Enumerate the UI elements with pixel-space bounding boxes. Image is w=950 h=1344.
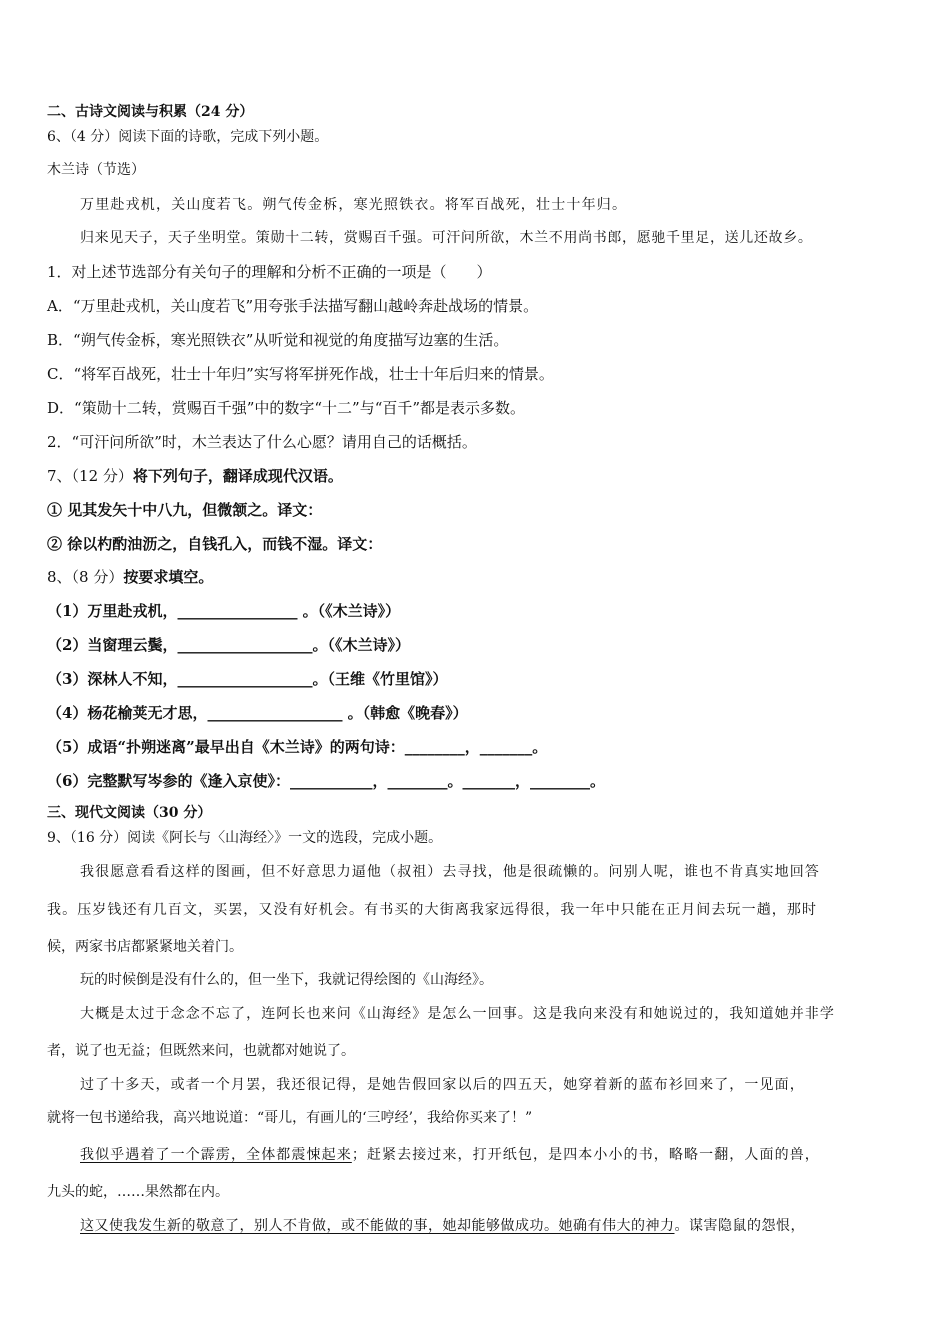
q7-line (47, 466, 343, 486)
passage-p3-line2: 者，说了也无益；但既然来问，也就都对她说了。 (47, 1043, 355, 1059)
section3-heading: 三、现代文阅读（30 分） (47, 805, 212, 821)
q7-prefix: 7、（12 分） (47, 467, 133, 485)
q7-item-1: ① 见其发矢十中八九，但微颔之。译文： (47, 501, 323, 519)
q8-item-5: （5）成语“扑朔迷离”最早出自《木兰诗》的两句诗：________，_______。 (47, 738, 548, 756)
passage-p4-line2: 就将一包书递给我，高兴地说道：“哥儿，有画儿的‘三哼经’，我给你买来了！” (47, 1110, 533, 1126)
q8-item-4: （4）杨花榆荚无才思，__________________ 。（韩愈《晚春》） (47, 704, 468, 722)
passage-p1-line3: 候，两家书店都紧紧地关着门。 (47, 939, 243, 955)
q8-instruction: 按要求填空。 (123, 568, 214, 586)
q6-sub2: 2．“可汗问所欲”时，木兰表达了什么心愿？请用自己的话概括。 (47, 433, 477, 451)
passage-p1-line2: 我。压岁钱还有几百文，买罢，又没有好机会。有书买的大街离我家远得很，我一年中只能在正月间去玩一趟，那时 (47, 902, 818, 918)
passage-p3-line1: 大概是太过于念念不忘了，连阿长也来问《山海经》是怎么一回事。这是我向来没有和她说过的，我知道她并非学 (80, 1006, 835, 1022)
section2-heading: 二、古诗文阅读与积累（24 分） (47, 104, 254, 120)
q8-item-1: （1）万里赴戎机，________________ 。（《木兰诗》） (47, 602, 401, 620)
passage-p2: 玩的时候倒是没有什么的，但一坐下，我就记得绘图的《山海经》。 (80, 972, 493, 988)
q9-intro: 9、（16 分）阅读《阿长与〈山海经〉》一文的选段，完成小题。 (47, 830, 443, 846)
q7-item-2: ② 徐以杓酌油沥之，自钱孔入，而钱不湿。译文： (47, 535, 383, 553)
passage-p1-line1: 我很愿意看看这样的图画，但不好意思力逼他（叔祖）去寻找，他是很疏懒的。问别人呢，谁也不肯真实地回答 (80, 864, 820, 880)
q6-option-a: A．“万里赴戎机，关山度若飞”用夸张手法描写翻山越岭奔赴战场的情景。 (47, 297, 539, 315)
underlined-sentence-2: 这又使我发生新的敬意了，别人不肯做，或不能做的事，她却能够做成功。她确有伟大的神力 (80, 1218, 675, 1234)
passage-p5-line1 (80, 1145, 820, 1165)
poem-line-2: 归来见天子，天子坐明堂。策勋十二转，赏赐百千强。可汗问所欲，木兰不用尚书郎，愿驰千里足，送儿还故乡。 (80, 230, 813, 246)
poem-line-1: 万里赴戎机，关山度若飞。朔气传金柝，寒光照铁衣。将军百战死，壮士十年归。 (80, 197, 628, 213)
passage-p5-line2: 九头的蛇，……果然都在内。 (47, 1184, 229, 1200)
passage-p5-rest: ；赶紧去接过来，打开纸包，是四本小小的书，略略一翻，人面的兽， (351, 1147, 820, 1163)
q8-line (47, 567, 213, 587)
q8-item-3: （3）深林人不知，__________________。（王维《竹里馆》） (47, 670, 448, 688)
q8-item-2: （2）当窗理云鬓，__________________。（《木兰诗》） (47, 636, 410, 654)
q6-option-b: B．“朔气传金柝，寒光照铁衣”从听觉和视觉的角度描写边塞的生活。 (47, 331, 509, 349)
underlined-sentence-1: 我似乎遇着了一个霹雳，全体都震悚起来 (80, 1147, 352, 1163)
q6-option-c: C．“将军百战死，壮士十年归”实写将军拼死作战，壮士十年后归来的情景。 (47, 365, 554, 383)
poem-title: 木兰诗（节选） (47, 162, 145, 178)
q6-option-d: D．“策勋十二转，赏赐百千强”中的数字“十二”与“百千”都是表示多数。 (47, 399, 526, 417)
passage-p6-line1 (80, 1216, 805, 1236)
passage-p6-rest: 。谋害隐鼠的怨恨， (674, 1218, 805, 1234)
q7-instruction: 将下列句子，翻译成现代汉语。 (132, 467, 343, 485)
passage-p4-line1: 过了十多天，或者一个月罢，我还很记得，是她告假回家以后的四五天，她穿着新的蓝布衫回来了，一见面， (80, 1077, 805, 1093)
q8-prefix: 8、（8 分） (47, 568, 124, 586)
q6-intro: 6、（4 分）阅读下面的诗歌，完成下列小题。 (47, 129, 329, 145)
q6-sub1-stem: 1．对上述节选部分有关句子的理解和分析不正确的一项是（ ） (47, 263, 492, 281)
q8-item-6: （6）完整默写岑参的《逢入京使》：___________，________。_______，________。 (47, 772, 605, 790)
